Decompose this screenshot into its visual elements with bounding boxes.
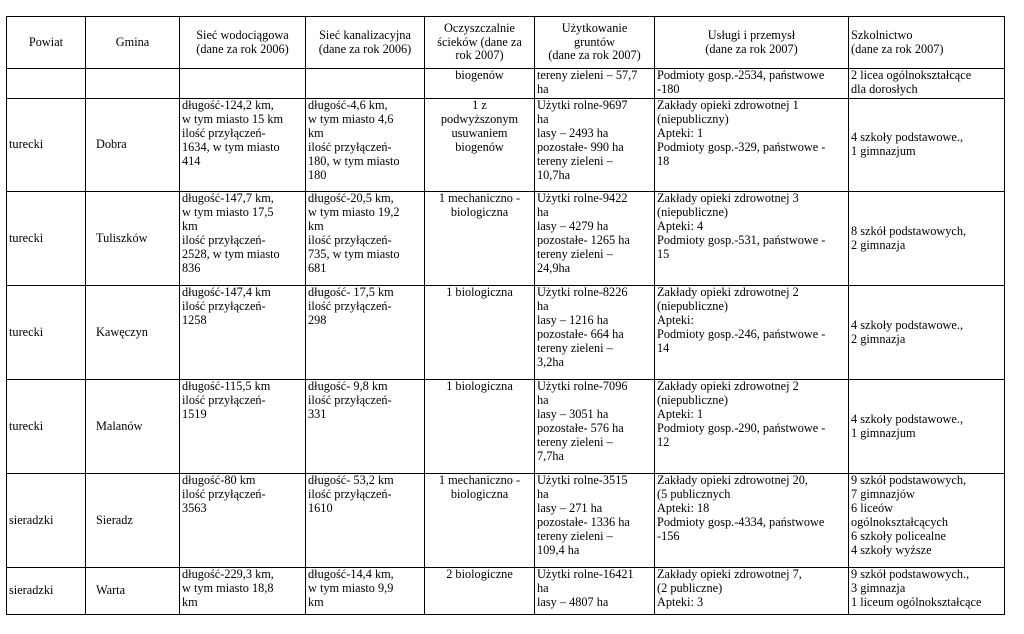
cell-text-line: w tym miasto 18,8 [182, 580, 274, 595]
cell-text-line: ha [537, 111, 549, 126]
cell-gmina: Sieradz [86, 474, 180, 568]
cell-text-line: 14 [657, 340, 670, 355]
cell-gmina: Malanów [86, 380, 180, 474]
cell-text-line: 109,4 ha [537, 542, 580, 557]
cell-oczyszczalnie [425, 568, 535, 615]
cell-text-line: ha [537, 486, 549, 501]
cell-text-line: Zakłady opieki zdrowotnej 3 [657, 191, 799, 205]
cell-uslugi-i-przemysl [655, 474, 849, 568]
cell-text-line: km [308, 125, 324, 140]
cell-text-line: ilość przyłączeń- [182, 232, 266, 247]
header-gmina [86, 17, 180, 69]
cell-gmina: Dobra [86, 99, 180, 192]
cell-text-line: 18 [657, 153, 670, 168]
table-row [7, 568, 1005, 615]
cell-text-line: (niepubliczne) [657, 204, 729, 219]
cell-text-line: długość-124,2 km, [182, 98, 274, 112]
cell-text-line: Podmioty gosp.-4334, państwowe [657, 514, 825, 529]
cell-gmina: Kawęczyn [86, 286, 180, 380]
cell-text-line: pozostałe- 576 ha [537, 420, 624, 435]
cell-text-line: tereny zieleni – [537, 528, 613, 543]
cell-text-line: długość- 53,2 km [308, 473, 394, 487]
cell-text-line: Użytki rolne-16421 [537, 567, 634, 581]
cell-oczyszczalnie [425, 286, 535, 380]
cell-uslugi-i-przemysl [655, 286, 849, 380]
cell-text-line: pozostałe- 664 ha [537, 326, 624, 341]
header-text-line: Powiat [28, 34, 64, 49]
cell-text-line: Podmioty gosp.-290, państwowe - [657, 420, 826, 435]
cell-text-line: biologiczna [450, 486, 509, 501]
cell-siec-wodociagowa [180, 286, 306, 380]
header-text-line: (dane za rok 2007) [851, 41, 944, 56]
cell-text-line: 1 mechaniczno - [438, 473, 521, 487]
header-text-line: (dane za rok 2006) [196, 41, 289, 56]
cell-text-line: tereny zieleni – [537, 153, 613, 168]
cell-text-line: tereny zieleni – 57,7 [537, 68, 638, 82]
cell-text-line: -156 [657, 528, 680, 543]
cell-powiat: sieradzki [7, 474, 86, 568]
cell-text-line: Użytki rolne-3515 [537, 473, 628, 487]
cell-text-line: 9 szkół podstawowych, [851, 473, 967, 487]
cell-text-line: długość- 17,5 km [308, 285, 394, 299]
cell-text-line: pozostałe- 1336 ha [537, 514, 630, 529]
cell-text-line: 8 szkół podstawowych, [851, 223, 967, 238]
cell-text-line: Podmioty gosp.-246, państwowe - [657, 326, 826, 341]
cell-text-line: pozostałe- 1265 ha [537, 232, 630, 247]
cell-text-line: 2 gimnazja [851, 331, 906, 346]
cell-uzytkowanie-gruntow [535, 69, 655, 99]
cell-text-line: Zakłady opieki zdrowotnej 2 [657, 285, 799, 299]
header-oczyszczalnie [425, 17, 535, 69]
cell-text-line: -180 [657, 81, 680, 96]
cell-text-line: Apteki: 3 [657, 594, 704, 609]
cell-text-line: biologiczna [450, 204, 509, 219]
cell-text-line: 10,7ha [537, 167, 571, 182]
cell-uzytkowanie-gruntow [535, 192, 655, 286]
header-text-line: Usługi i przemysł [707, 27, 796, 42]
cell-text-line: 1 gimnazjum [851, 144, 916, 158]
cell-text-line: Podmioty gosp.-2534, państwowe [657, 68, 825, 82]
cell-text-line: 4 szkoły podstawowe., [851, 130, 964, 145]
cell-uslugi-i-przemysl [655, 69, 849, 99]
cell-text-line: ilość przyłączeń- [308, 232, 392, 247]
cell-text-line: ilość przyłączeń- [182, 298, 266, 313]
cell-text-line: tereny zieleni – [537, 246, 613, 261]
cell-text-line: 1 biologiczna [446, 285, 513, 299]
cell-text-line: lasy – 4279 ha [537, 218, 609, 233]
cell-text-line: w tym miasto 15 km [182, 111, 284, 126]
cell-siec-wodociagowa [180, 474, 306, 568]
cell-text-line: ilość przyłączeń- [308, 392, 392, 407]
cell-text-line: Zakłady opieki zdrowotnej 2 [657, 379, 799, 393]
cell-uzytkowanie-gruntow [535, 474, 655, 568]
cell-uslugi-i-przemysl [655, 380, 849, 474]
cell-text-line: Użytki rolne-7096 [537, 379, 628, 393]
cell-powiat: sieradzki [7, 568, 86, 615]
cell-text-line: długość- 9,8 km [308, 379, 388, 393]
cell-text-line: długość-80 km [182, 473, 256, 487]
cell-siec-wodociagowa [180, 192, 306, 286]
cell-text-line: lasy – 3051 ha [537, 406, 609, 421]
cell-text-line: długość-115,5 km [182, 379, 271, 393]
cell-text-line: ha [537, 298, 549, 313]
cell-uslugi-i-przemysl [655, 192, 849, 286]
cell-text-line: 1 mechaniczno - [438, 191, 521, 205]
cell-text-line: biogenów [455, 68, 504, 82]
table-row [7, 192, 1005, 286]
cell-text-line: biogenów [455, 139, 504, 154]
cell-text-line: lasy – 1216 ha [537, 312, 609, 327]
cell-siec-kanalizacyjna [306, 99, 425, 192]
cell-text-line: ha [537, 81, 549, 96]
cell-text-line: 12 [657, 434, 670, 449]
table-row [7, 69, 1005, 99]
cell-siec-wodociagowa [180, 380, 306, 474]
header-szkolnictwo [849, 17, 1005, 69]
cell-text-line: 3563 [182, 500, 207, 515]
header-text-line: (dane za rok 2007) [548, 48, 641, 63]
cell-text-line: usuwaniem [451, 125, 508, 140]
cell-oczyszczalnie [425, 474, 535, 568]
cell-text-line: w tym miasto 17,5 [182, 204, 274, 219]
cell-text-line: 1 z [472, 98, 487, 112]
cell-text-line: Zakłady opieki zdrowotnej 7, [657, 567, 802, 581]
cell-text-line: lasy – 4807 ha [537, 594, 609, 609]
cell-text-line: długość-20,5 km, [308, 191, 394, 205]
cell-siec-wodociagowa [180, 568, 306, 615]
cell-text-line: 1 liceum ogólnokształcące [851, 594, 982, 609]
cell-text-line: 331 [308, 406, 327, 421]
cell-text-line: 1610 [308, 500, 333, 515]
cell-uzytkowanie-gruntow [535, 568, 655, 615]
cell-text-line: 3,2ha [537, 354, 564, 369]
header-text-line: (dane za rok 2006) [318, 41, 412, 56]
cell-siec-kanalizacyjna [306, 474, 425, 568]
cell-text-line: Użytki rolne-9422 [537, 191, 628, 205]
cell-oczyszczalnie [425, 69, 535, 99]
cell-text-line: ilość przyłączeń- [182, 125, 266, 140]
header-text-line: Sieć wodociągowa [196, 27, 289, 42]
cell-text-line: km [182, 218, 198, 233]
cell-text-line: tereny zieleni – [537, 340, 613, 355]
cell-powiat: turecki [7, 380, 86, 474]
cell-text-line: 2528, w tym miasto [182, 246, 280, 261]
cell-szkolnictwo [849, 286, 1005, 380]
cell-text-line: 1 biologiczna [446, 379, 513, 393]
header-text-line: rok 2007) [455, 48, 504, 63]
cell-szkolnictwo [849, 69, 1005, 99]
header-text-line: Użytkowanie [561, 20, 628, 35]
header-powiat [7, 17, 86, 69]
header-text-line: Oczyszczalnie [443, 20, 515, 35]
cell-text-line: 836 [182, 260, 201, 275]
cell-text-line: 681 [308, 260, 327, 275]
cell-text-line: 7,7ha [537, 448, 564, 463]
cell-text-line: km [308, 594, 324, 609]
cell-text-line: (niepubliczne) [657, 392, 729, 407]
cell-text-line: ha [537, 580, 549, 595]
header-text-line: Szkolnictwo [851, 27, 913, 42]
cell-text-line: 1519 [182, 406, 207, 421]
cell-siec-kanalizacyjna [306, 69, 425, 99]
cell-siec-wodociagowa [180, 99, 306, 192]
header-text-line: ścieków (dane za [437, 34, 522, 49]
cell-siec-kanalizacyjna [306, 380, 425, 474]
cell-text-line: 298 [308, 312, 327, 327]
table-row [7, 99, 1005, 192]
cell-text-line: 180, w tym miasto [308, 153, 400, 168]
cell-text-line: (5 publicznych [657, 486, 731, 501]
cell-text-line: ogólnokształcących [851, 514, 948, 529]
cell-text-line: ilość przyłączeń- [182, 392, 266, 407]
cell-text-line: 6 liceów [851, 500, 894, 515]
cell-text-line: ilość przyłączeń- [308, 139, 392, 154]
cell-siec-kanalizacyjna [306, 286, 425, 380]
cell-text-line: Użytki rolne-8226 [537, 285, 628, 299]
cell-text-line: ilość przyłączeń- [182, 486, 266, 501]
cell-text-line: podwyższonym [440, 111, 519, 126]
cell-text-line: tereny zieleni – [537, 434, 613, 449]
cell-text-line: ilość przyłączeń- [308, 298, 392, 313]
cell-uzytkowanie-gruntow [535, 99, 655, 192]
cell-uzytkowanie-gruntow [535, 380, 655, 474]
cell-powiat: turecki [7, 286, 86, 380]
cell-text-line: 4 szkoły podstawowe., [851, 411, 964, 426]
cell-powiat: turecki [7, 99, 86, 192]
header-text-line: gruntów [574, 34, 615, 49]
cell-text-line: ha [537, 392, 549, 407]
cell-gmina: Tuliszków [86, 192, 180, 286]
cell-text-line: 7 gimnazjów [851, 486, 915, 501]
cell-uslugi-i-przemysl [655, 568, 849, 615]
cell-text-line: 9 szkół podstawowych., [851, 567, 970, 581]
cell-szkolnictwo [849, 568, 1005, 615]
cell-text-line: w tym miasto 9,9 [308, 580, 394, 595]
cell-text-line: pozostałe- 990 ha [537, 139, 624, 154]
cell-oczyszczalnie [425, 99, 535, 192]
header-siec-wodociagowa [180, 17, 306, 69]
cell-text-line: Apteki: 18 [657, 500, 710, 515]
header-siec-kanalizacyjna [306, 17, 425, 69]
cell-text-line: Zakłady opieki zdrowotnej 1 [657, 98, 799, 112]
header-uzytkowanie-gruntow [535, 17, 655, 69]
cell-text-line: 2 biologiczne [446, 567, 513, 581]
cell-text-line: 1634, w tym miasto [182, 139, 280, 154]
cell-text-line: 180 [308, 167, 327, 182]
data-table [6, 16, 1005, 615]
cell-szkolnictwo [849, 99, 1005, 192]
cell-text-line: (2 publiczne) [657, 580, 723, 595]
cell-siec-kanalizacyjna [306, 568, 425, 615]
header-text-line: Sieć kanalizacyjna [319, 27, 411, 42]
cell-text-line: Użytki rolne-9697 [537, 98, 628, 112]
cell-siec-kanalizacyjna [306, 192, 425, 286]
cell-text-line: km [182, 594, 198, 609]
cell-text-line: w tym miasto 19,2 [308, 204, 400, 219]
cell-text-line: długość-4,6 km, [308, 98, 388, 112]
table-row [7, 286, 1005, 380]
table-body [7, 69, 1005, 615]
cell-gmina: Warta [86, 568, 180, 615]
cell-text-line: 1 gimnazjum [851, 425, 916, 440]
table-row [7, 380, 1005, 474]
cell-uzytkowanie-gruntow [535, 286, 655, 380]
header-row [7, 17, 1005, 69]
cell-text-line: 2 licea ogólnokształcące [851, 68, 972, 82]
cell-text-line: (niepubliczne) [657, 298, 729, 313]
cell-text-line: Podmioty gosp.-531, państwowe - [657, 232, 826, 247]
cell-oczyszczalnie [425, 192, 535, 286]
cell-text-line: długość-229,3 km, [182, 567, 274, 581]
header-uslugi-i-przemysl [655, 17, 849, 69]
cell-szkolnictwo [849, 474, 1005, 568]
cell-text-line: 4 szkoły podstawowe., [851, 317, 964, 332]
cell-szkolnictwo [849, 380, 1005, 474]
cell-text-line: 1258 [182, 312, 207, 327]
cell-uslugi-i-przemysl [655, 99, 849, 192]
cell-powiat: turecki [7, 192, 86, 286]
cell-text-line: Apteki: 1 [657, 125, 704, 140]
cell-text-line: Podmioty gosp.-329, państwowe - [657, 139, 826, 154]
cell-text-line: 735, w tym miasto [308, 246, 400, 261]
header-text-line: (dane za rok 2007) [705, 41, 798, 56]
cell-szkolnictwo [849, 192, 1005, 286]
cell-powiat [7, 69, 86, 99]
cell-text-line: długość-147,7 km, [182, 191, 274, 205]
cell-text-line: lasy – 2493 ha [537, 125, 609, 140]
cell-text-line: Apteki: [657, 312, 694, 327]
cell-text-line: 3 gimnazja [851, 580, 906, 595]
cell-text-line: w tym miasto 4,6 [308, 111, 394, 126]
cell-text-line: (niepubliczny) [657, 111, 729, 126]
cell-text-line: 24,9ha [537, 260, 571, 275]
cell-gmina [86, 69, 180, 99]
cell-text-line: długość-14,4 km, [308, 567, 394, 581]
cell-text-line: Zakłady opieki zdrowotnej 20, [657, 473, 808, 487]
cell-text-line: 414 [182, 153, 201, 168]
cell-text-line: 6 szkoły policealne [851, 528, 946, 543]
cell-text-line: lasy – 271 ha [537, 500, 603, 515]
cell-text-line: Apteki: 1 [657, 406, 704, 421]
header-text-line: Gmina [115, 34, 150, 49]
table-row [7, 474, 1005, 568]
cell-text-line: 2 gimnazja [851, 237, 906, 252]
cell-oczyszczalnie [425, 380, 535, 474]
cell-siec-wodociagowa [180, 69, 306, 99]
cell-text-line: długość-147,4 km [182, 285, 271, 299]
cell-text-line: 15 [657, 246, 670, 261]
cell-text-line: dla dorosłych [851, 81, 918, 96]
cell-text-line: ha [537, 204, 549, 219]
cell-text-line: km [308, 218, 324, 233]
cell-text-line: ilość przyłączeń- [308, 486, 392, 501]
cell-text-line: Apteki: 4 [657, 218, 704, 233]
cell-text-line: 4 szkoły wyższe [851, 542, 932, 557]
